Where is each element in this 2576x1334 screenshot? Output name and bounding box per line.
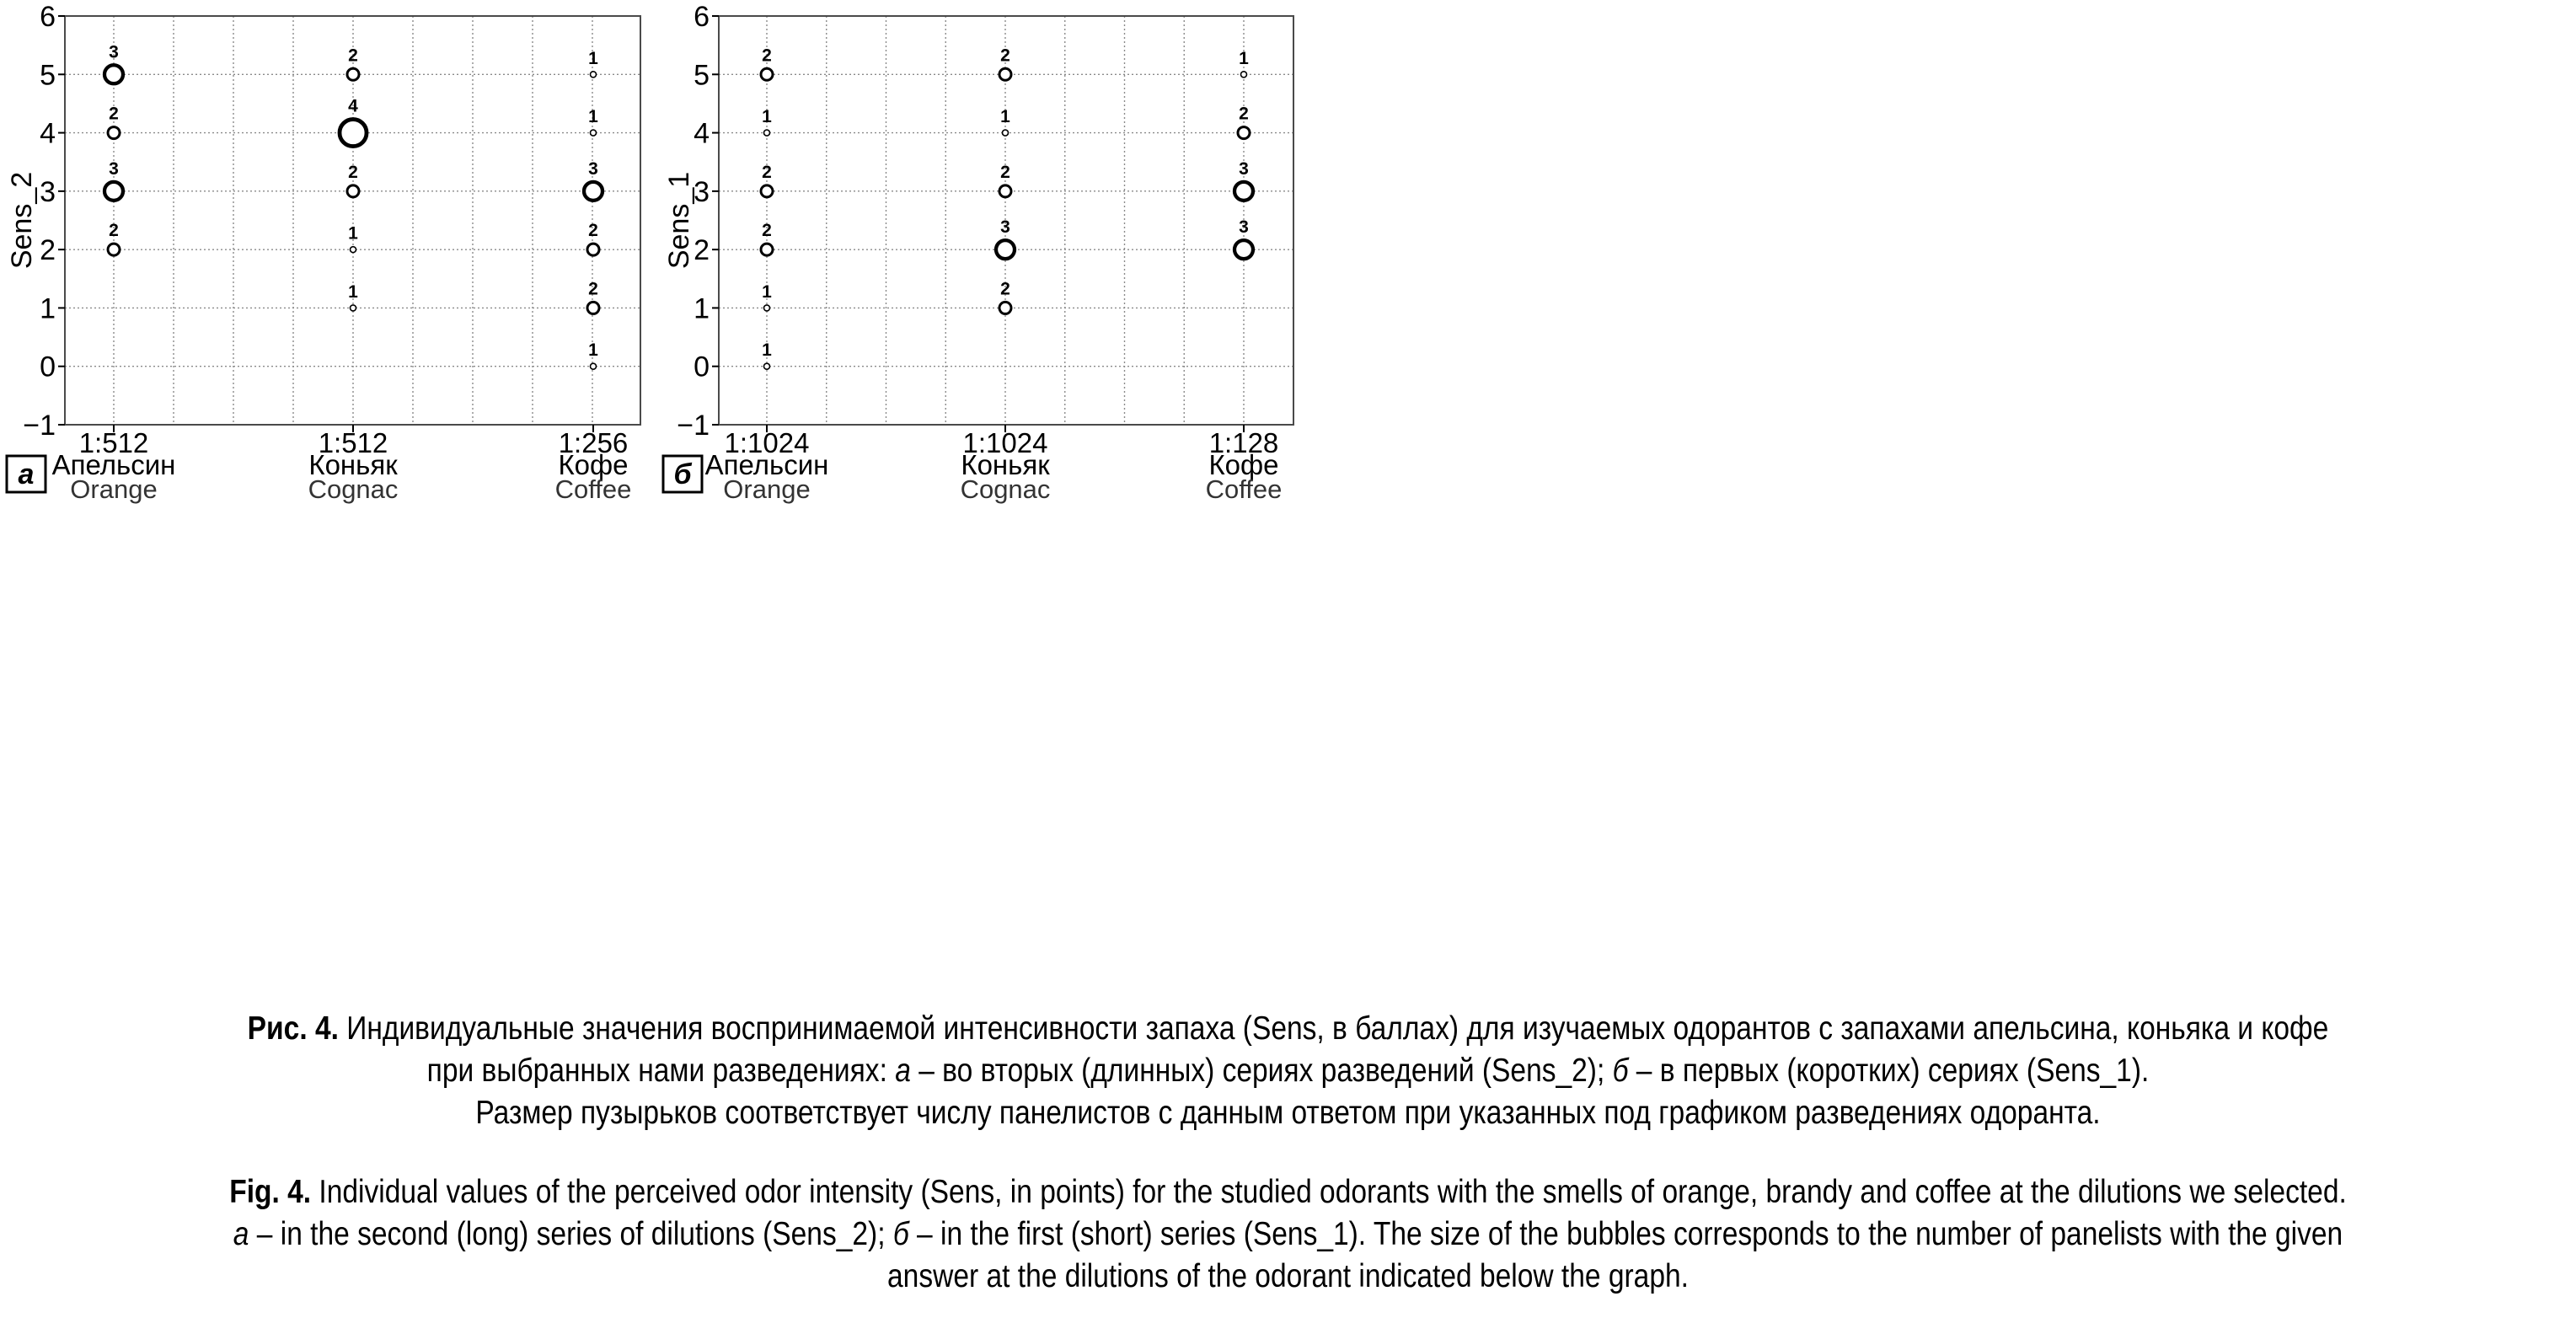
- caption-ru-mark-b: б: [1612, 1053, 1629, 1089]
- caption-ru-line-2-post: – в первых (коротких) сериях (Sens_1).: [1628, 1053, 2150, 1089]
- bubble-point: [351, 247, 356, 253]
- bubble-count-label: 2: [109, 104, 119, 124]
- caption-ru-line-3: Размер пузырьков соответствует числу панелистов с данным ответом при указанных под графиком разведениях одоранта.: [475, 1095, 2101, 1131]
- caption-ru-mark-a: а: [895, 1053, 911, 1089]
- y-tick-label: 1: [40, 292, 56, 325]
- chart-panel-2: [663, 1, 1293, 504]
- bubble-count-label: 2: [588, 221, 598, 241]
- x-category-label-ru: Апельсин: [704, 449, 829, 480]
- x-category-label-en: Coffee: [554, 474, 632, 504]
- bubble-count-label: 2: [762, 162, 772, 182]
- y-tick-label: −1: [23, 410, 56, 442]
- bubble-point: [999, 302, 1011, 313]
- bubble-count-label: 2: [762, 221, 772, 241]
- caption-en-line-1-text: Individual values of the perceived odor intensity (Sens, in points) for the studied odorants with the smells of orange, brandy and coffee at the dilutions we selected.: [311, 1174, 2347, 1210]
- bubble-point: [761, 244, 773, 255]
- bubble-point: [1003, 130, 1009, 136]
- bubble-point: [591, 363, 597, 369]
- caption-ru-line-1-text: Индивидуальные значения воспринимаемой интенсивности запаха (Sens, в баллах) для изучаемых одорантов с запахами апельсина, коньяка и кофе: [338, 1010, 2329, 1047]
- bubble-point: [764, 363, 770, 369]
- caption-en-line-1: [180, 1171, 2396, 1213]
- bubble-point: [1241, 72, 1247, 78]
- bubble-point: [761, 68, 773, 80]
- y-tick-label: 4: [694, 117, 710, 150]
- bubble-count-label: 1: [762, 107, 772, 127]
- bubble-count-label: 2: [588, 279, 598, 299]
- caption-ru-line-2: [180, 1050, 2396, 1092]
- bubble-point: [761, 185, 773, 197]
- bubble-count-label: 2: [1000, 46, 1010, 66]
- bubble-count-label: 1: [1000, 107, 1010, 127]
- bubble-point: [351, 305, 356, 311]
- bubble-point: [999, 68, 1011, 80]
- y-tick-label: 5: [694, 59, 710, 92]
- y-tick-label: 3: [40, 175, 56, 208]
- bubble-count-label: 2: [348, 46, 358, 66]
- bubble-point: [999, 185, 1011, 197]
- y-tick-label: 0: [40, 351, 56, 383]
- bubble-count-label: 1: [588, 340, 598, 361]
- caption-en-mark-b: б: [892, 1216, 909, 1252]
- x-category-label-en: Orange: [70, 474, 158, 504]
- bubble-point: [108, 127, 120, 139]
- y-tick-label: 6: [40, 1, 56, 33]
- panel-label: б: [673, 458, 692, 490]
- bubble-point: [104, 65, 123, 83]
- caption-en-line-2-mid: – in the second (long) series of dilutions (Sens_2);: [249, 1216, 893, 1252]
- x-category-label-ru: Коньяк: [961, 449, 1050, 480]
- y-tick-label: 6: [694, 1, 710, 33]
- bubble-count-label: 1: [348, 223, 358, 244]
- caption-english: [0, 1171, 2576, 1298]
- bubble-count-label: 1: [588, 107, 598, 127]
- bubble-point: [108, 244, 120, 255]
- bubble-count-label: 1: [588, 48, 598, 68]
- bubble-count-label: 2: [762, 46, 772, 66]
- x-dilution-label: 1:128: [1208, 427, 1279, 458]
- bubble-count-label: 3: [1239, 217, 1249, 238]
- bubble-point: [1234, 182, 1253, 201]
- y-tick-label: −1: [677, 410, 710, 442]
- x-category-label-en: Cognac: [960, 474, 1051, 504]
- y-tick-label: 2: [694, 234, 710, 267]
- bubble-point: [584, 182, 602, 201]
- y-tick-label: 0: [694, 351, 710, 383]
- y-tick-label: 2: [40, 234, 56, 267]
- bubble-count-label: 1: [762, 281, 772, 302]
- bubble-point: [764, 305, 770, 311]
- x-dilution-label: 1:512: [78, 427, 149, 458]
- y-tick-label: 4: [40, 117, 56, 150]
- bubble-count-label: 2: [1000, 279, 1010, 299]
- y-tick-label: 3: [694, 175, 710, 208]
- panel-label: а: [18, 458, 35, 490]
- chart-panel-1: [6, 1, 640, 504]
- x-category-label-ru: Коньяк: [308, 449, 398, 480]
- bubble-count-label: 1: [1239, 48, 1249, 68]
- bubble-point: [347, 185, 359, 197]
- caption-ru-line-2-mid: – во вторых (длинных) сериях разведений (Sens_2);: [910, 1053, 1613, 1089]
- bubble-count-label: 2: [1000, 162, 1010, 182]
- x-category-label-ru: Кофе: [558, 449, 629, 480]
- bubble-point: [591, 130, 597, 136]
- x-dilution-label: 1:256: [558, 427, 629, 458]
- bubble-point: [1238, 127, 1250, 139]
- bubble-count-label: 2: [348, 162, 358, 182]
- bubble-count-label: 2: [1239, 104, 1249, 124]
- x-dilution-label: 1:1024: [724, 427, 810, 458]
- bubble-count-label: 3: [588, 158, 598, 179]
- bubble-count-label: 2: [109, 221, 119, 241]
- x-dilution-label: 1:1024: [962, 427, 1048, 458]
- y-tick-label: 1: [694, 292, 710, 325]
- bubble-point: [591, 72, 597, 78]
- bubble-count-label: 3: [109, 42, 119, 62]
- bubble-count-label: 3: [1000, 217, 1010, 238]
- y-axis-label: Sens_1: [662, 171, 695, 270]
- bubble-point: [347, 68, 359, 80]
- y-tick-label: 5: [40, 59, 56, 92]
- x-category-label-en: Cognac: [308, 474, 399, 504]
- bubble-count-label: 1: [762, 340, 772, 361]
- caption-ru-line-2-pre: при выбранных нами разведениях:: [426, 1053, 896, 1089]
- caption-russian: [0, 1008, 2576, 1134]
- bubble-count-label: 3: [1239, 158, 1249, 179]
- x-category-label-ru: Апельсин: [51, 449, 176, 480]
- y-axis-label: Sens_2: [5, 171, 38, 270]
- caption-en-line-2: [180, 1213, 2396, 1256]
- caption-ru-line-1: [180, 1008, 2396, 1050]
- caption-en-line-2-post: – in the first (short) series (Sens_1). The size of the bubbles corresponds to the number of panelists with the given: [908, 1216, 2343, 1252]
- bubble-point: [587, 302, 599, 313]
- bubble-point: [587, 244, 599, 255]
- x-category-label-ru: Кофе: [1208, 449, 1279, 480]
- bubble-count-label: 1: [348, 281, 358, 302]
- bubble-point: [996, 240, 1015, 259]
- x-category-label-en: Orange: [723, 474, 811, 504]
- bubble-count-label: 3: [109, 158, 119, 179]
- bubble-point: [1234, 240, 1253, 259]
- x-dilution-label: 1:512: [318, 427, 388, 458]
- caption-ru-lead: Рис. 4.: [247, 1010, 339, 1047]
- bubble-point: [764, 130, 770, 136]
- caption-en-line-3: answer at the dilutions of the odorant indicated below the graph.: [887, 1258, 1689, 1294]
- caption-en-lead: Fig. 4.: [229, 1174, 312, 1210]
- bubble-count-label: 4: [348, 96, 358, 116]
- bubble-point: [104, 182, 123, 201]
- caption-en-mark-a: a: [233, 1216, 249, 1252]
- bubble-point: [340, 120, 367, 147]
- x-category-label-en: Coffee: [1205, 474, 1283, 504]
